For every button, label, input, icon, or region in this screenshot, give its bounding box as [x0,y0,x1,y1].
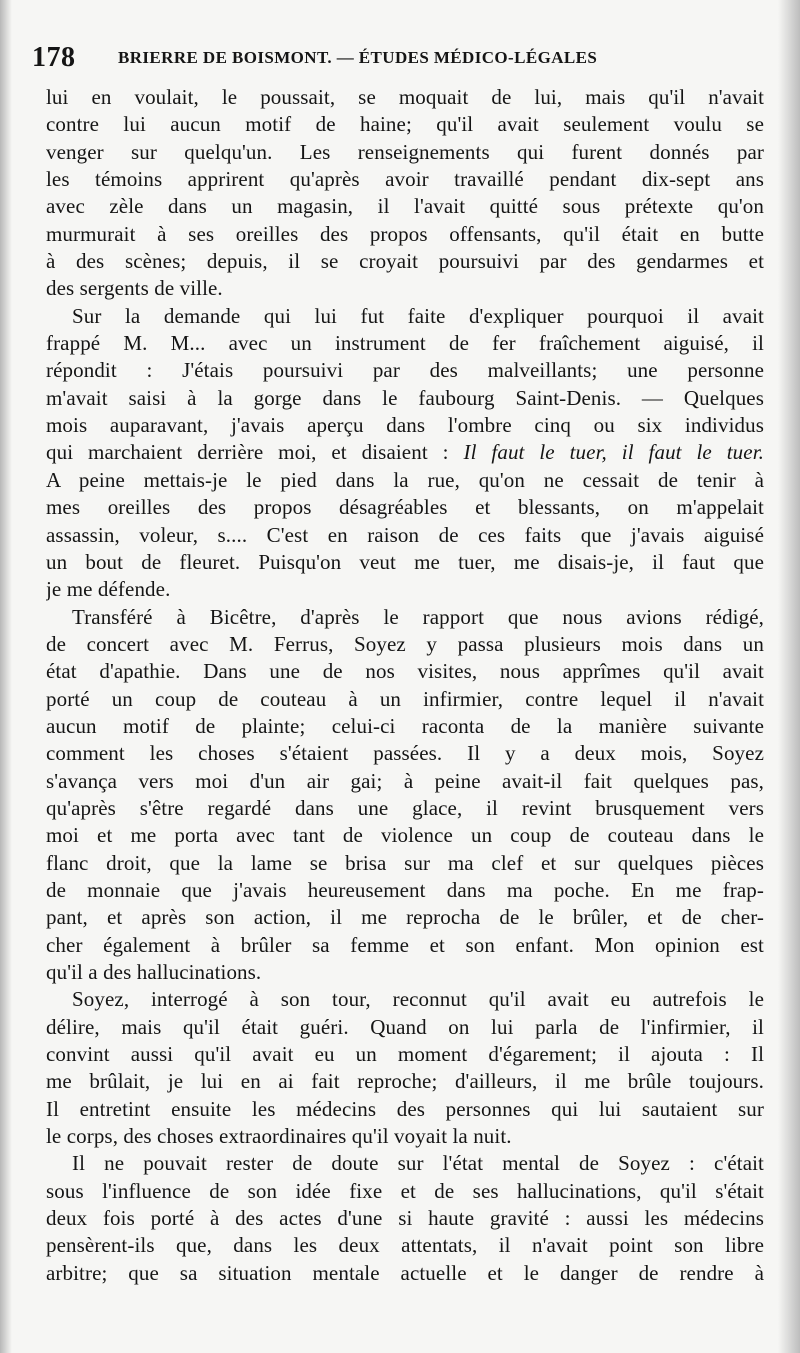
text-line: mes oreilles des propos désagréables et blessants, on m'appelait [46,495,764,520]
text-line: lui en voulait, le poussait, se moquait de lui, mais qu'il n'avait [46,85,764,109]
text-line: s'avança vers moi d'un air gai; à peine avait-il fait quelques pas, [46,768,764,793]
text-line: répondit : J'étais poursuivi par des malveillants; une personne [46,358,764,383]
text-line: sous l'influence de son idée fixe et de ses hallucinations, qu'il s'était [46,1178,764,1203]
body-text [46,84,764,1287]
text-line: Transféré à Bicêtre, d'après le rapport que nous avions rédigé, [72,604,764,629]
text-line: les témoins apprirent qu'après avoir travaillé pendant dix-sept ans [46,167,764,192]
running-head: BRIERRE DE BOISMONT. — ÉTUDES MÉDICO-LÉGALES [118,48,598,67]
text-line: contre lui aucun motif de haine; qu'il avait seulement voulu se [46,112,764,137]
text-line: venger sur quelqu'un. Les renseignements qui furent donnés par [46,139,764,164]
text-line: Sur la demande qui lui fut faite d'expliquer pourquoi il avait [72,303,764,328]
text-line: de concert avec M. Ferrus, Soyez y passa plusieurs mois dans un [46,631,764,656]
text-line: pensèrent-ils que, dans les deux attentats, il n'avait point son libre [46,1233,764,1258]
text-line: à des scènes; depuis, il se croyait poursuivi par des gendarmes et [46,249,764,274]
text-line: avec zèle dans un magasin, il l'avait quitté sous prétexte qu'on [46,194,764,219]
text-line: de monnaie que j'avais heureusement dans ma poche. En me frap- [46,877,764,902]
text-line: qu'après s'être regardé dans une glace, il revint brusquement vers [46,795,764,820]
text-line: Il entretint ensuite les médecins des personnes qui lui sautaient sur [46,1096,764,1121]
text-line: qu'il a des hallucinations. [46,960,262,984]
text-line: aucun motif de plainte; celui-ci raconta de la manière suivante [46,713,764,738]
page-left-shadow [0,0,12,1353]
text-line: me brûlait, je lui en ai fait reproche; d'ailleurs, il me brûle toujours. [46,1069,764,1094]
text-line: des sergents de ville. [46,276,223,301]
text-line: assassin, voleur, s.... C'est en raison de ces faits que j'avais aiguisé [46,522,764,547]
text-line: moi et me porta avec tant de violence un coup de couteau dans le [46,823,764,848]
page-header [32,40,772,76]
italic-quote: Il faut le tuer, il faut le tuer. [463,440,764,465]
text-line: arbitre; que sa situation mentale actuelle et le danger de rendre à [46,1260,764,1285]
text-line: qui marchaient derrière moi, et disaient : Il faut le tuer, il faut le tuer. [46,440,764,465]
text-line: Soyez, interrogé à son tour, reconnut qu'il avait eu autrefois le [72,987,764,1012]
text-line: cher également à brûler sa femme et son enfant. Mon opinion est [46,932,764,957]
text-line: mois auparavant, j'avais aperçu dans l'ombre cinq ou six individus [46,413,764,438]
text-line: m'avait saisi à la gorge dans le faubourg Saint-Denis. — Quelques [46,385,764,410]
text-line: porté un coup de couteau à un infirmier, contre lequel il n'avait [46,686,764,711]
text-line: flanc droit, que la lame se brisa sur ma clef et sur quelques pièces [46,850,764,875]
text-line: le corps, des choses extraordinaires qu'il voyait la nuit. [46,1124,512,1149]
text-line: deux fois porté à des actes d'une si haute gravité : aussi les médecins [46,1206,764,1231]
text-line: Il ne pouvait rester de doute sur l'état mental de Soyez : c'était [72,1151,764,1176]
page-number: 178 [32,42,76,73]
text-line: un bout de fleuret. Puisqu'on veut me tuer, me disais-je, il faut que [46,549,764,574]
text-line: je me défende. [46,577,171,602]
text-line: frappé M. M... avec un instrument de fer fraîchement aiguisé, il [46,331,764,356]
text-line: murmurait à ses oreilles des propos offensants, qu'il était en butte [46,221,764,246]
text-line: comment les choses s'étaient passées. Il y a deux mois, Soyez [46,741,764,766]
text-line: A peine mettais-je le pied dans la rue, qu'on ne cessait de tenir à [46,467,764,492]
text-line: délire, mais qu'il était guéri. Quand on lui parla de l'infirmier, il [46,1014,764,1039]
text-line: convint aussi qu'il avait eu un moment d'égarement; il ajouta : Il [46,1042,764,1067]
page-right-shadow [778,0,800,1353]
text-line: état d'apathie. Dans une de nos visites, nous apprîmes qu'il avait [46,659,764,684]
text-line: pant, et après son action, il me reprocha de le brûler, et de cher- [46,905,764,930]
